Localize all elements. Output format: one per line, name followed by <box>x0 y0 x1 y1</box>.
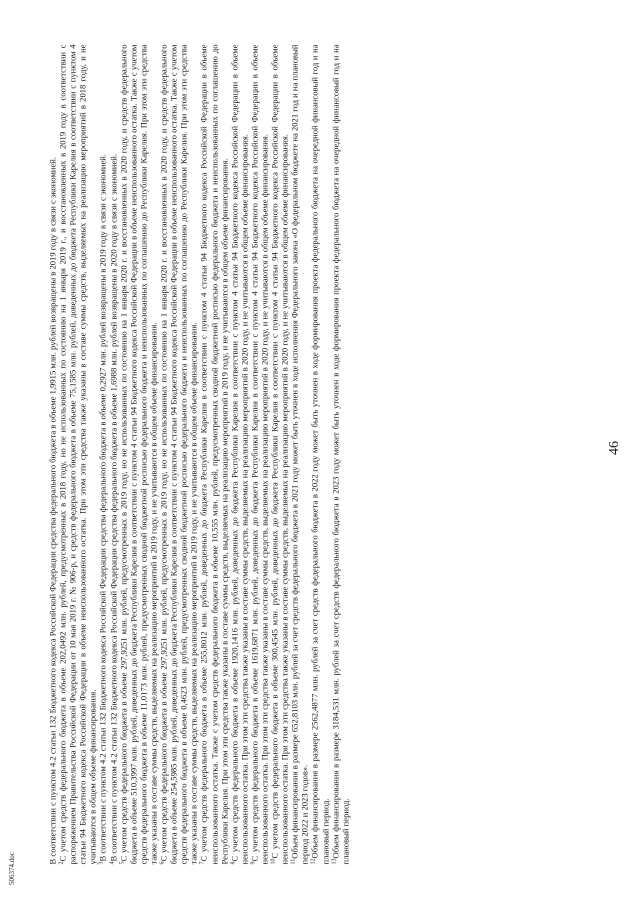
footnote-text: С учетом средств федерального бюджета в объеме 300,4545 млн. рублей, доведенных до бюджета Республики Карелия в соответствии с пунктом 4 статьи 94 Бюджетного кодекса Российской Федерации в объеме неиспользованного остатка. При этом эти средства также указаны в составе суммы средств, выделяемых на реализацию мероприятий в 2020 году, и не учитываются в общем объеме финансирования. <box>269 44 290 864</box>
footnote <box>229 44 249 864</box>
footnote-text: С учетом средств федерального бюджета в объеме 297,9251 млн. рублей, предусмотренных в 2019 году, но не использованных по состоянию на 1 января 2020 г. и восстановленных в 2020 году, и средств федерального бюджета в объеме 510,3997 млн. рублей, доведенных до бюджета Республики Карелия в соответствии с пунктом 4 статьи 94 Бюджетного кодекса Российской Федерации в объеме неиспользованного остатка. Также с учетом средств федерального бюджета в объеме 11,0173 млн. рублей, предусмотренных сводной бюджетной росписью федерального бюджета и неиспользованных по соглашению до Республики Карелия. При этом эти средства также указаны в составе суммы средств, выделяемых на реализацию мероприятий в 2019 году, и не учитываются в общем объеме финансирования. <box>118 44 159 864</box>
footnote-mark: 4 <box>109 861 116 864</box>
footnote <box>159 44 199 864</box>
footnote-text: В соответствии с пунктом 4.2 статьи 132 Бюджетного кодекса Российской Федерации средства федерального бюджета в объеме 1,9915 млн. рублей возвращены в 2019 году в связи с экономией. <box>47 156 58 864</box>
footnote-mark: 2 <box>58 861 65 864</box>
footnote-mark: 3 <box>98 861 105 864</box>
footnote-text: С учетом средств федерального бюджета в объеме 1619,6871 млн. рублей, доведенных до бюджета Республики Карелия в соответствии с пунктом 4 статьи 94 Бюджетного кодекса Российской Федерации в объеме неиспользованного остатка. При этом эти средства также указаны в составе суммы средств, выделяемых на реализацию мероприятий в 2020 году, и не учитываются в общем объеме финансирования. <box>249 44 270 864</box>
footnote <box>249 44 269 864</box>
footnotes-block <box>48 44 593 864</box>
footnote-mark: 9 <box>250 861 257 864</box>
footnote <box>108 44 118 864</box>
footnote-mark: 12 <box>310 858 317 864</box>
footnote-text: В соответствии с пунктом 4.2 статьи 132 Бюджетного кодекса Российской Федерации средства федерального бюджета в объеме 1,6988 млн. рублей возвращены в 2020 году в связи с экономией. <box>108 153 119 861</box>
footnote-text: С учетом средств федерального бюджета в объеме 255,8012 млн. рублей, доведенных до бюджета Республики Карелия в соответствии с пунктом 4 статьи 94 Бюджетного кодекса Российской Федерации в объеме неиспользованного остатка. Также с учетом средств федерального бюджета в объеме 10,555 млн. рублей, предусмотренных сводной бюджетной росписью федерального бюджета и неиспользованных по соглашению до Республики Карелия. При этом эти средства также указаны в составе суммы средств, выделяемых на реализацию мероприятий в 2019 году, и не учитываются в общем объеме финансирования. <box>198 44 230 864</box>
footnote-mark: 6 <box>159 861 166 864</box>
footnote-mark: 5 <box>119 861 126 864</box>
page-number: 46 <box>607 441 622 455</box>
footnote-text: С учетом средств федерального бюджета в объеме 297,9251 млн. рублей, предусмотренных в 2019 году, но не использованных по состоянию на 1 января 2020 г. и восстановленных в 2020 году, и средств федерального бюджета в объеме 254,5985 млн. рублей, доведенных до бюджета Республики Карелия в соответствии с пунктом 4 статьи 94 Бюджетного кодекса Российской Федерации в объеме неиспользованного остатка. Также с учетом средств федерального бюджета в объеме 0,4623 млн. рублей, предусмотренных сводной бюджетной росписью федерального бюджета и неиспользованных по соглашению до Республики Карелия. При этом эти средства также указаны в составе суммы средств, выделяемых на реализацию мероприятий в 2019 году, и не учитываются в общем объеме финансирования. <box>158 44 199 864</box>
footnote <box>270 44 290 864</box>
footnote-mark: 13 <box>331 858 338 864</box>
footnote <box>58 44 98 864</box>
footnote-mark: 10 <box>270 858 277 864</box>
footnote-text: С учетом средств федерального бюджета в объеме 1920,1416 млн. рублей, доведенных до бюджета Республики Карелия в соответствии с пунктом 4 статьи 94 Бюджетного кодекса Российской Федерации в объеме неиспользованного остатка. При этом эти средства также указаны в составе суммы средств, выделяемых на реализацию мероприятий в 2020 году, и не учитываются в общем объеме финансирования. <box>229 44 250 864</box>
footnote <box>310 44 330 864</box>
footnote-mark: 11 <box>290 858 297 864</box>
footnote <box>330 44 350 864</box>
footnote-text: Объем финансирования в размере 2562,4877 млн. рублей за счет средств федерального бюджета в 2022 году может быть уточнен в ходе формирования проекта федерального бюджета на очередной финансовый год и на плановый период. <box>309 44 331 864</box>
footnote-text: В соответствии с пунктом 4.2 статьи 132 Бюджетного кодекса Российской Федерации средства федерального бюджета в объеме 0,2927 млн. рублей возвращены в 2019 году в связи с экономией. <box>97 153 108 861</box>
footnote-text: Объем финансирования в размере 652,8103 млн. рублей за счет средств федерального бюджета в 2021 году может быть уточнен в ходе исполнения Федерального закона «О федеральном бюджете на 2021 год и на плановый период 2022 и 2023 годов». <box>289 44 310 864</box>
footnote-text: С учетом средств федерального бюджета в объеме 202,0492 млн. рублей, предусмотренных в 2018 году, но не использованных по состоянию на 1 января 2019 г., и восстановленных в 2019 году в соответствии с распоряжением Правительства Российской Федерации от 10 мая 2019 г. № 906-р, и средств федерального бюджета в объеме 75,1585 млн. рублей, доведенных до бюджета Республики Карелия в соответствии с пунктом 4 статьи 94 Бюджетного кодекса Российской Федерации в объеме неиспользованного остатка. При этом эти средства также указаны в составе суммы средств, выделяемых на реализацию мероприятий в 2018 году, и не учитываются в общем объеме финансирования. <box>57 44 98 864</box>
footnote <box>199 44 229 864</box>
footnote <box>48 44 58 864</box>
footnote-mark: 8 <box>230 861 237 864</box>
footnote <box>118 44 158 864</box>
footnote <box>290 44 310 864</box>
document-id: 506374.doc <box>8 852 16 885</box>
footnote-mark: 7 <box>199 861 206 864</box>
footnote <box>98 44 108 864</box>
footnote-text: Объем финансирования в размере 3184,531 млн. рублей за счет средств федерального бюджета в 2023 году может быть уточнен в ходе формирования проекта федерального бюджета на очередной финансовый год и на плановый период. <box>330 44 351 864</box>
